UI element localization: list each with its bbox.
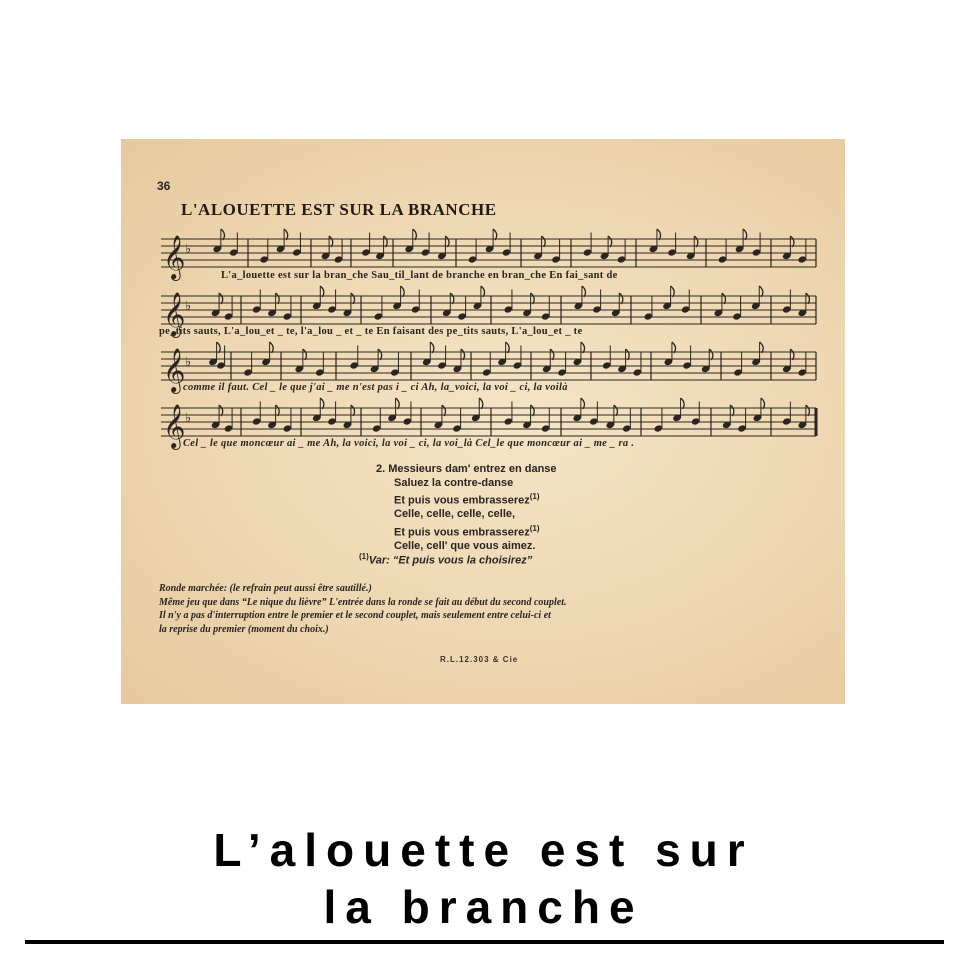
publisher-code: R.L.12.303 & Cie	[440, 655, 519, 664]
note-flag	[479, 398, 483, 409]
variant-footnote	[359, 552, 532, 567]
note-flag	[550, 349, 554, 360]
note-flag	[806, 405, 810, 416]
caption-line-1: L’alouette est sur	[213, 824, 754, 876]
note-flag	[790, 349, 794, 360]
note-flag	[657, 229, 661, 240]
treble-clef-icon: 𝄞	[163, 235, 186, 279]
page-number: 36	[157, 179, 171, 193]
verse-line: Celle, celle, celle, celle,	[394, 508, 516, 521]
note-flag	[329, 236, 333, 247]
note-flag	[320, 398, 324, 409]
note-flag	[221, 229, 225, 240]
lyric-line-2: pe_tits sauts, L'a_lou_et _ te, l'a_lou _ et _ te En faisant des pe_tits sauts, L'a_lou_et _ te	[159, 326, 583, 337]
caption-line-2: la branche	[323, 881, 644, 933]
note-flag	[722, 293, 726, 304]
note-flag	[270, 342, 274, 353]
treble-clef-icon: 𝄞	[163, 404, 186, 448]
treble-clef-icon: 𝄞	[163, 348, 186, 392]
note-flag	[759, 286, 763, 297]
flat-icon: ♭	[185, 411, 192, 426]
lyric-line-3: comme il faut. Cel _ le que j'ai _ me n'est pas i _ ci Ah, la_voici, la voi _ ci, la voilà	[183, 382, 568, 393]
note-flag	[481, 286, 485, 297]
note-flag	[276, 405, 280, 416]
second-verse	[376, 463, 557, 553]
song-title: L'ALOUETTE EST SUR LA BRANCHE	[181, 200, 497, 219]
note-flag	[378, 349, 382, 360]
treble-clef-icon: 𝄞	[163, 292, 186, 336]
note-flag	[351, 293, 355, 304]
note-flag	[217, 342, 221, 353]
note-flag	[320, 286, 324, 297]
note-flag	[493, 229, 497, 240]
flat-icon: ♭	[185, 355, 192, 370]
note-flag	[761, 398, 765, 409]
footnote-mark: (1)	[359, 552, 369, 561]
footnote-mark: (1)	[529, 523, 540, 533]
note-flag	[671, 286, 675, 297]
note-line: la reprise du premier (moment du choix.)	[159, 623, 329, 635]
note-flag	[384, 236, 388, 247]
note-flag	[709, 349, 713, 360]
note-line: Il n'y a pas d'interruption entre le premier et le second couplet, mais seulement entre celui-ci et	[159, 610, 551, 621]
note-flag	[442, 405, 446, 416]
note-flag	[672, 342, 676, 353]
note-flag	[430, 342, 434, 353]
note-flag	[614, 405, 618, 416]
note-flag	[760, 342, 764, 353]
note-flag	[450, 293, 454, 304]
note-line: Même jeu que dans “Le nique du lièvre” L'entrée dans la ronde se fait au début du second couplet.	[159, 596, 567, 608]
note-flag	[396, 398, 400, 409]
note-flag	[284, 229, 288, 240]
note-flag	[303, 349, 307, 360]
flat-icon: ♭	[185, 299, 192, 314]
lyric-line-1: L'a_louette est sur la bran_che Sau_til_lant de branche en bran_che En fai_sant de	[221, 270, 618, 281]
lyric-line-4: Cel _ le que moncœur ai _ me Ah, la voici, la voi _ ci, la voi_là Cel_le que moncœur ai _ me _ ra .	[183, 438, 635, 449]
note-flag	[531, 405, 535, 416]
caption-underline	[25, 940, 944, 944]
flat-icon: ♭	[185, 242, 192, 257]
verse-line: Saluez la contre-danse	[394, 476, 514, 489]
verse-line: Et puis vous embrasserez$^{(1)}$	[394, 492, 540, 507]
note-flag	[619, 293, 623, 304]
footnote-mark: (1)	[529, 492, 540, 501]
note-flag	[276, 293, 280, 304]
performance-notes	[159, 582, 819, 636]
note-flag	[681, 398, 685, 409]
note-flag	[531, 293, 535, 304]
note-flag	[445, 236, 449, 247]
note-flag	[581, 398, 585, 409]
note-flag	[401, 286, 405, 297]
note-flag	[626, 349, 630, 360]
note-flag	[608, 236, 612, 247]
note-line: Ronde marchée: (le refrain peut aussi être sautillé.)	[159, 583, 372, 594]
note-flag	[694, 236, 698, 247]
note-flag	[743, 229, 747, 240]
note-flag	[413, 229, 417, 240]
verse-line: Et puis vous embrasserez$^{(1)}$	[394, 523, 540, 539]
sheet-music-scan	[121, 139, 845, 704]
note-flag	[461, 349, 465, 360]
note-flag	[506, 342, 510, 353]
note-flag	[790, 236, 794, 247]
note-flag	[219, 405, 223, 416]
note-flag	[219, 293, 223, 304]
note-flag	[806, 293, 810, 304]
note-flag	[542, 236, 546, 247]
verse-line: Celle, cell' que vous aimez.	[394, 539, 536, 552]
note-flag	[730, 405, 734, 416]
note-flag	[351, 405, 355, 416]
variant-text: Var: “Et puis vous la choisirez”	[368, 554, 533, 567]
note-flag	[581, 342, 585, 353]
verse-line: 2. Messieurs dam' entrez en danse	[376, 463, 557, 475]
note-flag	[582, 286, 586, 297]
